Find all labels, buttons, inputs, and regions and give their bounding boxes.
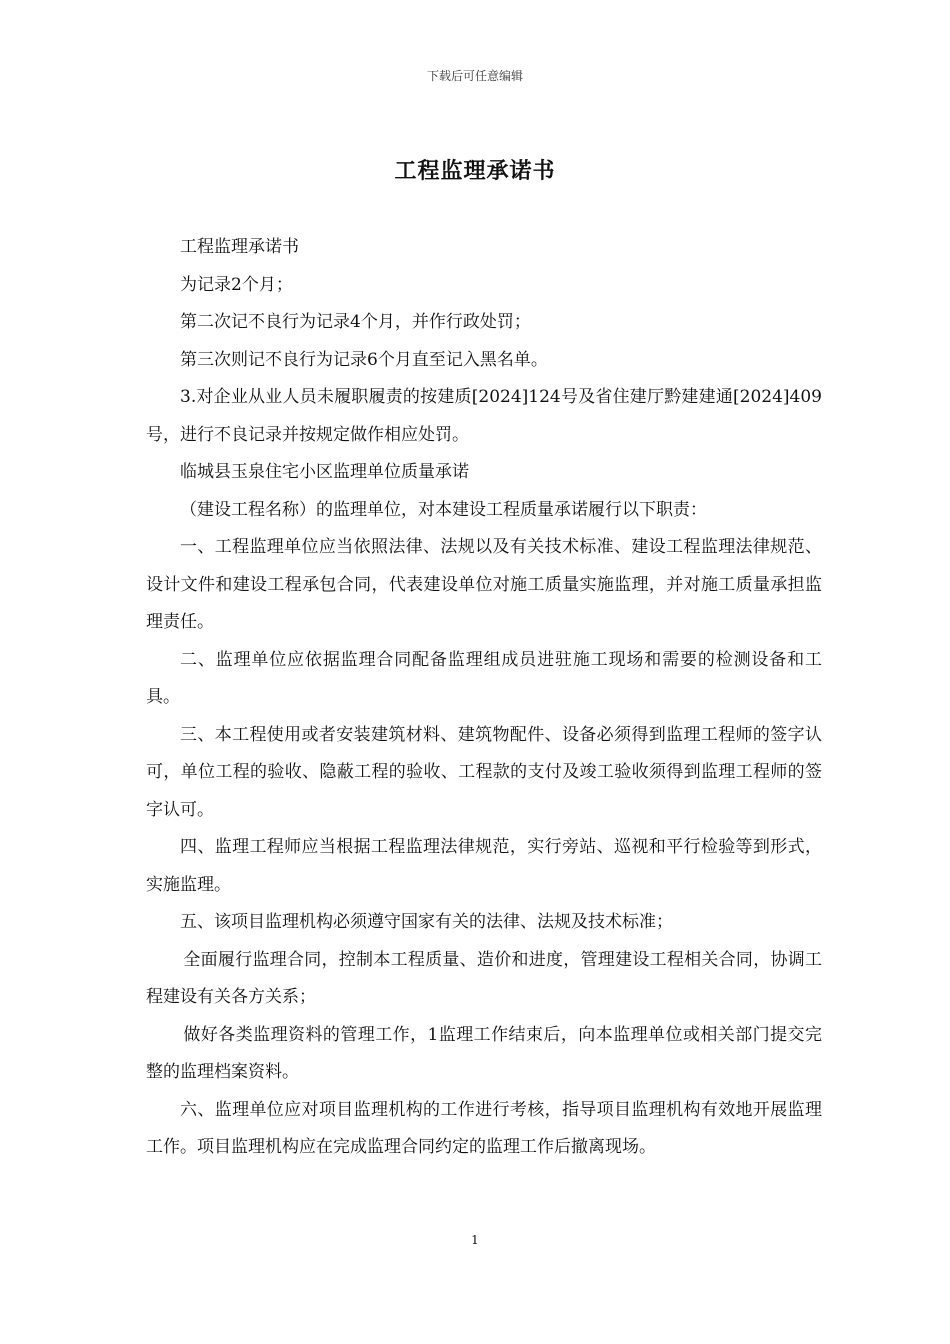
paragraph: 做好各类监理资料的管理工作，1监理工作结束后，向本监理单位或相关部门提交完整的监理档案资料。 xyxy=(146,1024,822,1082)
document-title: 工程监理承诺书 xyxy=(394,158,556,184)
paragraph: 四、监理工程师应当根据工程监理法律规范，实行旁站、巡视和平行检验等到形式，实施监理。 xyxy=(146,837,822,895)
paragraph: 五、该项目监理机构必须遵守国家有关的法律、法规及技术标准； xyxy=(180,912,673,932)
paragraph: 为记录2个月； xyxy=(180,274,293,295)
paragraph: 第三次则记不良行为记录6个月直至记入黑名单。 xyxy=(180,349,548,370)
paragraph: （建设工程名称）的监理单位，对本建设工程质量承诺履行以下职责： xyxy=(180,499,707,520)
page-number: 1 xyxy=(471,1233,479,1247)
paragraph: 第二次记不良行为记录4个月，并作行政处罚； xyxy=(180,312,531,332)
paragraph: 3.对企业从业人员未履职履责的按建质[2024]124号及省住建厅黔建建通[2024]409号，进行不良记录并按规定做作相应处罚。 xyxy=(146,387,822,445)
paragraph: 全面履行监理合同，控制本工程质量、造价和进度，管理建设工程相关合同，协调工程建设有关各方关系； xyxy=(146,949,822,1007)
page-header: 下载后可任意编辑 xyxy=(426,69,523,83)
paragraph: 一、工程监理单位应当依照法律、法规以及有关技术标准、建设工程监理法律规范、设计文件和建设工程承包合同，代表建设单位对施工质量实施监理，并对施工质量承担监理责任。 xyxy=(146,537,822,632)
paragraph: 六、监理单位应对项目监理机构的工作进行考核，指导项目监理机构有效地开展监理工作。项目监理机构应在完成监理合同约定的监理工作后撤离现场。 xyxy=(146,1099,822,1157)
document-body xyxy=(146,229,822,1167)
paragraph: 临城县玉泉住宅小区监理单位质量承诺 xyxy=(180,462,469,482)
paragraph: 工程监理承诺书 xyxy=(180,237,299,257)
paragraph: 二、监理单位应依据监理合同配备监理组成员进驻施工现场和需要的检测设备和工具。 xyxy=(146,649,822,707)
paragraph: 三、本工程使用或者安装建筑材料、建筑物配件、设备必须得到监理工程师的签字认可，单位工程的验收、隐蔽工程的验收、工程款的支付及竣工验收须得到监理工程师的签字认可。 xyxy=(146,724,822,820)
